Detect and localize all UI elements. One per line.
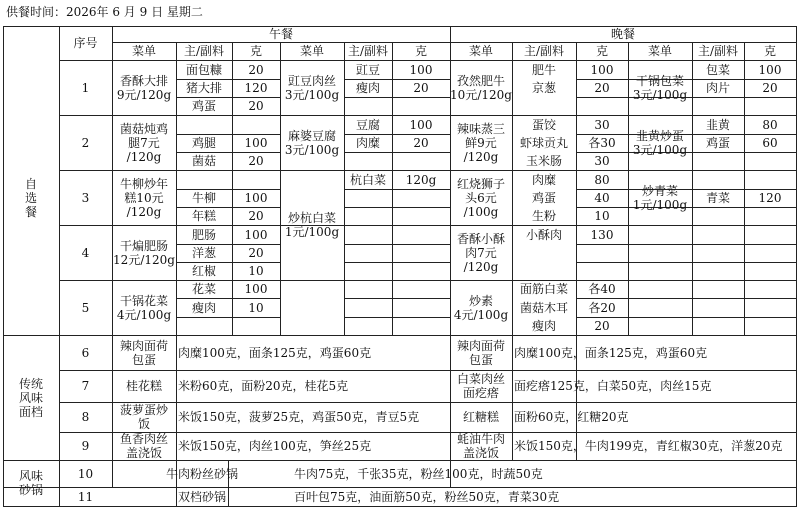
ingredients: 面疙瘩125克，白菜50克，肉丝15克 bbox=[514, 379, 712, 393]
row-seq: 5 bbox=[81, 300, 90, 315]
column-header: 克 bbox=[414, 44, 427, 58]
ingredient-grams: 20 bbox=[248, 209, 264, 223]
dish-name: 麻婆豆腐 3元/100g bbox=[284, 128, 340, 157]
grid-line bbox=[59, 115, 797, 116]
lunch-header: 午餐 bbox=[268, 27, 293, 41]
grid-line bbox=[344, 317, 451, 318]
seq-header: 序号 bbox=[73, 36, 98, 50]
dish-name: 菌菇炖鸡 腿7元 /120g bbox=[119, 121, 168, 164]
dish-name: 辣味蒸三 鲜9元 /120g bbox=[456, 121, 505, 164]
dinner-header: 晚餐 bbox=[610, 27, 635, 41]
grid-line bbox=[59, 280, 797, 281]
ingredient-grams: 80 bbox=[762, 117, 778, 132]
dish-name: 双档砂锅 bbox=[177, 489, 226, 504]
ingredient-grams: 20 bbox=[594, 81, 610, 95]
grid-line bbox=[176, 207, 281, 208]
dish-name: 牛柳炒年 糕10元 /120g bbox=[119, 176, 168, 219]
grid-line bbox=[59, 26, 60, 507]
column-header: 菜单 bbox=[468, 44, 493, 58]
dish-name: 辣肉面荷 包蛋 bbox=[456, 338, 505, 367]
ingredient-grams: 100 bbox=[409, 117, 433, 132]
ingredient-name: 肉糜 bbox=[531, 172, 556, 187]
ingredient-name: 瘦肉 bbox=[355, 81, 380, 95]
dish-name: 炒素 4元/100g bbox=[453, 293, 509, 322]
grid-line bbox=[3, 506, 797, 507]
grid-line bbox=[176, 189, 281, 190]
ingredient-name: 肥肠 bbox=[191, 227, 216, 242]
column-header: 克 bbox=[249, 44, 262, 58]
row-seq: 1 bbox=[81, 80, 90, 95]
ingredient-name: 鸡腿 bbox=[191, 136, 216, 150]
grid-line bbox=[112, 42, 797, 43]
ingredients: 牛肉75克，千张35克，粉丝100克，时蔬50克 bbox=[294, 466, 543, 481]
column-header: 主/副料 bbox=[183, 44, 225, 58]
ingredient-grams: 10 bbox=[248, 264, 264, 278]
row-seq: 4 bbox=[81, 245, 90, 260]
grid-line bbox=[176, 97, 281, 98]
ingredient-grams: 20 bbox=[248, 62, 264, 77]
ingredient-grams: 20 bbox=[248, 246, 264, 260]
dish-name: 香酥小酥 肉7元 /120g bbox=[456, 231, 505, 274]
dish-name: 干煸肥肠 12元/120g bbox=[113, 238, 175, 267]
column-header: 克 bbox=[595, 44, 608, 58]
ingredient-name: 鸡蛋 bbox=[191, 99, 216, 113]
ingredient-grams: 10 bbox=[594, 209, 610, 223]
dish-name: 辣肉面荷 包蛋 bbox=[119, 338, 168, 367]
ingredient-grams: 各40 bbox=[588, 282, 616, 296]
ingredient-name: 花菜 bbox=[191, 282, 216, 296]
ingredient-name: 鸡蛋 bbox=[531, 191, 556, 205]
ingredient-name: 洋葱 bbox=[191, 246, 216, 260]
ingredient-name: 肉片 bbox=[705, 81, 730, 95]
ingredient-name: 菌菇木耳 bbox=[519, 300, 568, 315]
ingredient-grams: 10 bbox=[248, 300, 264, 315]
dish-name: 红烧狮子 头6元 /100g bbox=[456, 176, 505, 219]
ingredient-name: 瘦肉 bbox=[191, 300, 216, 315]
ingredient-grams: 100 bbox=[244, 227, 268, 242]
ingredient-name: 瘦肉 bbox=[531, 319, 556, 333]
grid-line bbox=[344, 79, 451, 80]
grid-line bbox=[344, 134, 451, 135]
ingredient-grams: 各30 bbox=[588, 136, 616, 150]
ingredients: 米饭150克，肉丝100克，笋丝25克 bbox=[178, 439, 372, 453]
ingredient-grams: 100 bbox=[244, 136, 268, 150]
ingredient-grams: 60 bbox=[762, 136, 778, 150]
row-seq: 6 bbox=[81, 345, 90, 360]
ingredient-grams: 20 bbox=[594, 319, 610, 333]
ingredient-name: 牛柳 bbox=[191, 191, 216, 205]
dish-name: 孜然肥牛 10元/120g bbox=[450, 73, 512, 102]
dish-name: 白菜肉丝 面疙瘩 bbox=[456, 372, 505, 400]
ingredient-name: 虾球贡丸 bbox=[519, 136, 568, 150]
ingredient-name: 京葱 bbox=[531, 81, 556, 95]
row-seq: 8 bbox=[81, 410, 90, 424]
dish-name: 蚝油牛肉 盖浇饭 bbox=[456, 432, 505, 460]
dish-name: 炒杭白菜 1元/100g bbox=[284, 211, 340, 239]
grid-line bbox=[176, 317, 281, 318]
grid-line bbox=[176, 79, 281, 80]
dish-name: 干锅包菜 3元/100g bbox=[632, 73, 688, 102]
ingredient-grams: 各20 bbox=[588, 300, 616, 315]
dish-name: 菠萝蛋炒 饭 bbox=[119, 403, 168, 431]
ingredients: 米饭150克，菠萝25克，鸡蛋50克，青豆5克 bbox=[178, 410, 420, 424]
grid-line bbox=[59, 225, 797, 226]
grid-line bbox=[176, 152, 281, 153]
ingredient-grams: 80 bbox=[594, 172, 610, 187]
dish-name: 豇豆肉丝 3元/100g bbox=[284, 73, 340, 102]
row-seq: 11 bbox=[77, 489, 94, 504]
ingredient-grams: 100 bbox=[590, 62, 614, 77]
grid-line bbox=[344, 262, 451, 263]
grid-line bbox=[176, 262, 281, 263]
ingredient-grams: 20 bbox=[762, 81, 778, 95]
ingredient-name: 青菜 bbox=[705, 191, 730, 205]
column-header: 主/副料 bbox=[697, 44, 739, 58]
date-line: 供餐时间：2026年 6 月 9 日 星期二 bbox=[6, 5, 203, 19]
ingredient-grams: 30 bbox=[594, 154, 610, 168]
grid-line bbox=[344, 298, 451, 299]
ingredient-name: 豇豆 bbox=[355, 62, 380, 77]
grid-line bbox=[576, 317, 693, 318]
grid-line bbox=[344, 152, 451, 153]
ingredient-name: 杭白菜 bbox=[349, 172, 386, 187]
grid-line bbox=[59, 370, 797, 371]
dish-name: 牛肉粉丝砂锅 bbox=[165, 466, 238, 481]
ingredient-name: 面筋白菜 bbox=[519, 282, 568, 296]
dish-name: 韭黄炒蛋 3元/100g bbox=[632, 128, 688, 157]
dish-name: 桂花糕 bbox=[125, 379, 162, 393]
column-header: 菜单 bbox=[647, 44, 672, 58]
column-header: 主/副料 bbox=[347, 44, 389, 58]
grid-line bbox=[3, 335, 797, 336]
grid-line bbox=[3, 460, 797, 461]
row-seq: 9 bbox=[81, 439, 90, 453]
ingredient-name: 红椒 bbox=[191, 264, 216, 278]
ingredient-name: 玉米肠 bbox=[525, 154, 562, 168]
ingredient-grams: 100 bbox=[244, 282, 268, 296]
grid-line bbox=[176, 244, 281, 245]
category-traditional: 传统 风味 面档 bbox=[18, 376, 43, 419]
column-header: 菜单 bbox=[131, 44, 156, 58]
ingredient-grams: 120 bbox=[758, 191, 782, 205]
grid-line bbox=[176, 298, 281, 299]
row-seq: 2 bbox=[81, 135, 90, 150]
grid-line bbox=[576, 298, 693, 299]
ingredients: 米饭150克，牛肉199克，青红椒30克，洋葱20克 bbox=[514, 439, 783, 453]
ingredient-grams: 20 bbox=[413, 136, 429, 150]
dish-name: 鱼香肉丝 盖浇饭 bbox=[119, 432, 168, 460]
ingredient-grams: 20 bbox=[248, 154, 264, 168]
ingredient-name: 豆腐 bbox=[355, 117, 380, 132]
category-self-select: 自 选 餐 bbox=[24, 176, 37, 219]
ingredient-grams: 100 bbox=[758, 62, 782, 77]
dish-name: 干锅花菜 4元/100g bbox=[116, 293, 172, 322]
column-header: 主/副料 bbox=[523, 44, 565, 58]
grid-line bbox=[3, 487, 797, 488]
column-header: 克 bbox=[763, 44, 776, 58]
ingredient-grams: 20 bbox=[413, 81, 429, 95]
ingredients: 肉糜100克，面条125克，鸡蛋60克 bbox=[178, 345, 372, 360]
ingredient-name: 包菜 bbox=[705, 62, 730, 77]
ingredient-name: 鸡蛋 bbox=[705, 136, 730, 150]
grid-line bbox=[3, 26, 4, 507]
ingredient-grams: 120 bbox=[244, 81, 268, 95]
ingredient-name: 年糕 bbox=[191, 209, 216, 223]
ingredient-name: 菌菇 bbox=[191, 154, 216, 168]
grid-line bbox=[344, 244, 451, 245]
ingredient-name: 韭黄 bbox=[705, 117, 730, 132]
grid-line bbox=[796, 26, 797, 507]
grid-line bbox=[176, 134, 281, 135]
ingredients: 肉糜100克，面条125克，鸡蛋60克 bbox=[514, 345, 708, 360]
dish-name: 红糖糕 bbox=[462, 410, 499, 424]
ingredient-grams: 120g bbox=[405, 172, 437, 187]
dish-name: 炒青菜 1元/100g bbox=[632, 183, 688, 212]
ingredient-grams: 100 bbox=[409, 62, 433, 77]
row-seq: 3 bbox=[81, 190, 90, 205]
ingredient-grams: 20 bbox=[248, 99, 264, 113]
ingredient-name: 肥牛 bbox=[531, 62, 556, 77]
ingredient-name: 猪大排 bbox=[185, 81, 222, 95]
row-seq: 7 bbox=[81, 379, 90, 393]
dish-name: 香酥大排 9元/120g bbox=[116, 73, 172, 102]
grid-line bbox=[59, 170, 797, 171]
ingredient-grams: 130 bbox=[590, 227, 614, 242]
category-claypot: 风味 砂锅 bbox=[18, 469, 43, 497]
ingredients: 百叶包75克，油面筋50克，粉丝50克，青菜30克 bbox=[294, 489, 560, 504]
grid-line bbox=[576, 244, 693, 245]
ingredients: 面粉60克，红糖20克 bbox=[514, 410, 629, 424]
grid-line bbox=[344, 189, 451, 190]
grid-line bbox=[344, 207, 451, 208]
ingredient-name: 生粉 bbox=[531, 209, 556, 223]
ingredient-name: 肉糜 bbox=[355, 136, 380, 150]
grid-line bbox=[344, 97, 451, 98]
column-header: 菜单 bbox=[299, 44, 324, 58]
grid-line bbox=[576, 262, 693, 263]
ingredient-grams: 100 bbox=[244, 191, 268, 205]
ingredient-name: 面包糠 bbox=[185, 62, 222, 77]
ingredient-grams: 30 bbox=[594, 117, 610, 132]
ingredient-name: 蛋饺 bbox=[531, 117, 556, 132]
grid-line bbox=[59, 60, 797, 61]
ingredient-grams: 40 bbox=[594, 191, 610, 205]
ingredients: 米粉60克，面粉20克，桂花5克 bbox=[178, 379, 349, 393]
ingredient-name: 小酥肉 bbox=[525, 227, 562, 242]
row-seq: 10 bbox=[77, 466, 94, 481]
